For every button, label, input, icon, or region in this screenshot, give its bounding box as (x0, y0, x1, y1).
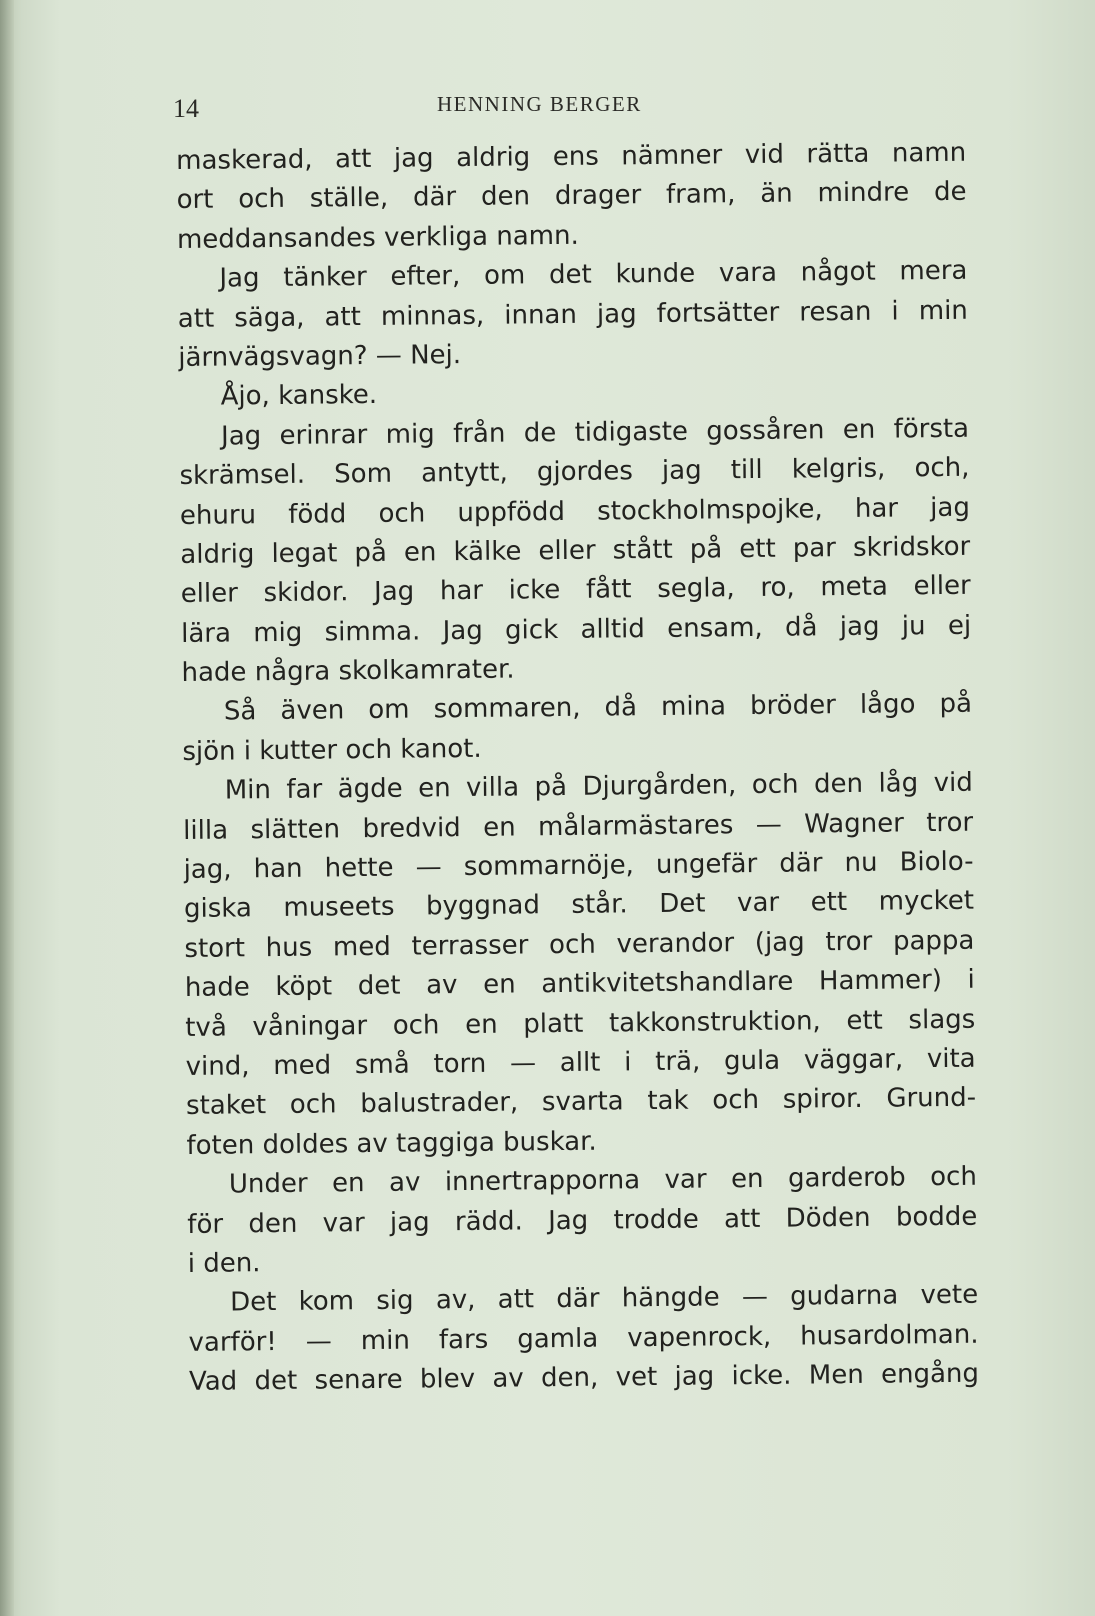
text-line: Jag tänker efter, om det kunde vara något mera (219, 255, 968, 294)
text-line: meddansandes verkliga namn. (176, 220, 579, 255)
running-head: HENNING BERGER (437, 92, 642, 116)
text-line: att säga, att minnas, innan jag fortsätter resan i min (177, 295, 968, 334)
text-line: hade några skolkamrater. (181, 654, 515, 689)
text-line: staket och balustrader, svarta tak och spiror. Grund- (185, 1083, 977, 1122)
text-line: Vad det senare blev av den, vet jag icke. Men engång (188, 1358, 980, 1398)
text-line: vind, med små torn — allt i trä, gula väggar, vita (185, 1043, 976, 1082)
text-line: skrämsel. Som antytt, gjordes jag till kelgris, och, (179, 452, 970, 492)
text-line: hade köpt det av en antikvitetshandlare Hammer) i (184, 964, 975, 1004)
page-number: 14 (173, 94, 199, 123)
page-header (173, 92, 693, 132)
text-line: giska museets byggnad står. Det var ett mycket (183, 886, 975, 925)
text-line: lilla slätten bredvid en målarmästares — Wagner tror (183, 807, 974, 846)
binding-edge (0, 0, 14, 1616)
text-line: jag, han hette — sommarnöje, ungefär där nu Biolo- (183, 846, 974, 885)
text-line: Så även om sommaren, då mina bröder lågo på (223, 689, 973, 727)
text-line: i den. (187, 1248, 261, 1279)
text-line: ort och ställe, där den drager fram, än mindre de (176, 177, 967, 216)
text-line: två våningar och en platt takkonstruktion, ett slags (185, 1004, 976, 1043)
text-line: eller skidor. Jag har icke fått segla, ro, meta eller (180, 571, 971, 610)
text-line: varför! — min fars gamla vapenrock, husardolman. (188, 1319, 979, 1358)
text-line: aldrig legat på en kälke eller stått på ett par skridskor (180, 531, 971, 570)
text-line: järnvägsvagn? — Nej. (178, 339, 462, 373)
text-line: foten doldes av taggiga buskar. (186, 1126, 597, 1161)
body-text (176, 134, 979, 1403)
text-line: ehuru född och uppfödd stockholmspojke, har jag (179, 492, 971, 531)
text-line: Min far ägde en villa på Djurgården, och den låg vid (224, 767, 973, 806)
text-line: Åjo, kanske. (220, 380, 378, 412)
text-line: Jag erinrar mig från de tidigaste gossåren en första (220, 413, 970, 452)
text-line: Det kom sig av, att där hängde — gudarna vete (230, 1279, 979, 1318)
text-line: stort hus med terrasser och verandor (jag tror pappa (184, 925, 975, 964)
text-line: för den var jag rädd. Jag trodde att Döden bodde (187, 1201, 978, 1240)
text-line: maskerad, att jag aldrig ens nämner vid rätta namn (176, 137, 967, 176)
text-line: Under en av innertrapporna var en garderob och (228, 1161, 978, 1200)
text-line: sjön i kutter och kanot. (182, 733, 482, 767)
text-line: lära mig simma. Jag gick alltid ensam, då jag ju ej (180, 610, 972, 649)
